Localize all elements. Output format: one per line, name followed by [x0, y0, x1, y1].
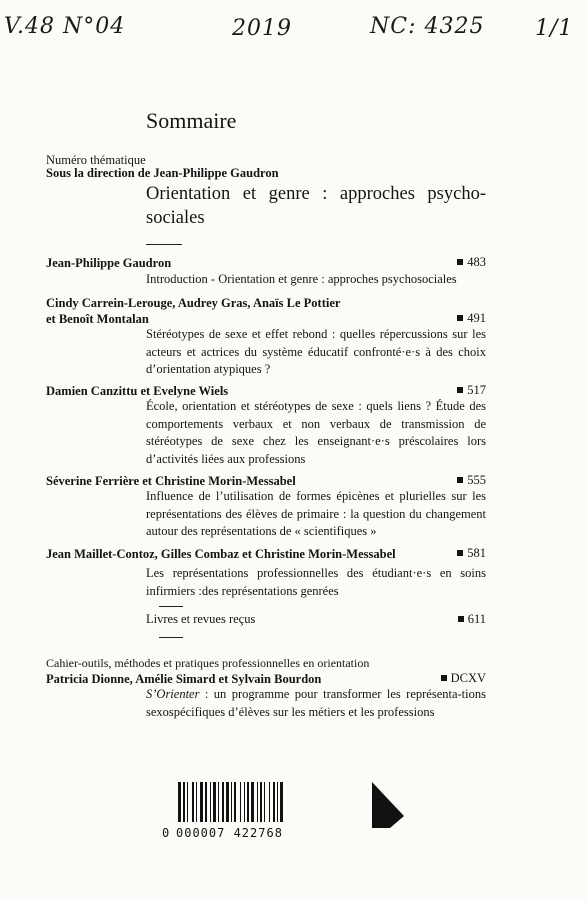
barcode-lead-digit: 0: [162, 826, 170, 840]
divider: [146, 244, 182, 245]
cahier-title: [146, 686, 486, 721]
entry-page-number: 483: [467, 255, 486, 269]
bullet-square-icon: [457, 477, 463, 483]
thematic-direction: Sous la direction de Jean-Philippe Gaudron: [46, 166, 279, 180]
entry-page-number: 555: [467, 473, 486, 487]
entry-page: [457, 311, 486, 326]
entry-page-number: 491: [467, 311, 486, 325]
entry-title: École, orientation et stéréotypes de sexe : quels liens ? Étude des comportements verbaux et non verbaux de transmission de stéréotypes de sexe chez les enseignant·e·s préscolaires lors d’activités liées aux professions: [146, 399, 486, 466]
cahier-title-italic: S’Orienter: [146, 687, 200, 701]
entry-authors: Jean-Philippe Gaudron: [46, 256, 172, 270]
books-page-number: 611: [467, 612, 486, 626]
entry-title: Influence de l’utilisation de formes épicènes et plurielles sur les représentations des élèves de primaire : la question du changement autour des représentations de « scientifiques »: [146, 489, 486, 538]
entry-page: [457, 546, 486, 561]
thematic-title: Orientation et genre : approches psycho-sociales: [146, 184, 486, 228]
bullet-square-icon: [457, 550, 463, 556]
bullet-square-icon: [457, 387, 463, 393]
divider: [159, 637, 183, 638]
entry-title: Introduction - Orientation et genre : approches psychosociales: [146, 272, 457, 286]
entry-page-number: 581: [467, 546, 486, 560]
bullet-square-icon: [457, 315, 463, 321]
books-label: Livres et revues reçus: [146, 612, 256, 626]
divider: [159, 606, 183, 607]
cahier-label: Cahier-outils, méthodes et pratiques professionnelles en orientation: [46, 656, 370, 670]
volume-annotation: V.48 N°04: [4, 14, 126, 39]
bullet-square-icon: [441, 675, 447, 681]
entry-page: [457, 255, 486, 270]
entry-authors: Damien Canzittu et Evelyne Wiels: [46, 384, 229, 398]
cahier-authors: Patricia Dionne, Amélie Simard et Sylvain Bourdon: [46, 672, 322, 686]
entry-authors: Cindy Carrein-Lerouge, Audrey Gras, Anaïs Le Pottier: [46, 296, 341, 310]
call-number-annotation: NC: 4325: [370, 14, 485, 39]
entry-page: [457, 473, 486, 488]
thematic-label: Numéro thématique: [46, 153, 146, 167]
barcode-number: 000007 422768: [176, 826, 283, 840]
entry-title: Stéréotypes de sexe et effet rebond : quelles répercussions sur les acteurs et actrices du système éducatif confronté·e·s à des choix d’orientation atypiques ?: [146, 327, 486, 376]
entry-authors: Jean Maillet-Contoz, Gilles Combaz et Christine Morin-Messabel: [46, 547, 396, 561]
cahier-page: [441, 671, 486, 686]
books-page: [458, 612, 486, 627]
mark-annotation: 1/1: [535, 16, 574, 41]
entry-title: Les représentations professionnelles des étudiant·e·s en soins infirmiers :des représentations genrées: [146, 566, 486, 598]
cahier-title-rest: : un programme pour transformer les représenta-tions sexospécifiques d’élèves sur les métiers et les professions: [146, 687, 486, 719]
bullet-square-icon: [457, 259, 463, 265]
entry-page-number: 517: [467, 383, 486, 397]
entry-page: [457, 383, 486, 398]
page-title: Sommaire: [146, 108, 237, 133]
date-annotation: 2019: [232, 16, 292, 41]
cahier-page-number: DCXV: [450, 671, 486, 685]
bullet-square-icon: [458, 616, 464, 622]
barcode-image: [176, 782, 426, 828]
entry-authors: Séverine Ferrière et Christine Morin-Messabel: [46, 474, 296, 488]
entry-authors: et Benoît Montalan: [46, 312, 149, 326]
